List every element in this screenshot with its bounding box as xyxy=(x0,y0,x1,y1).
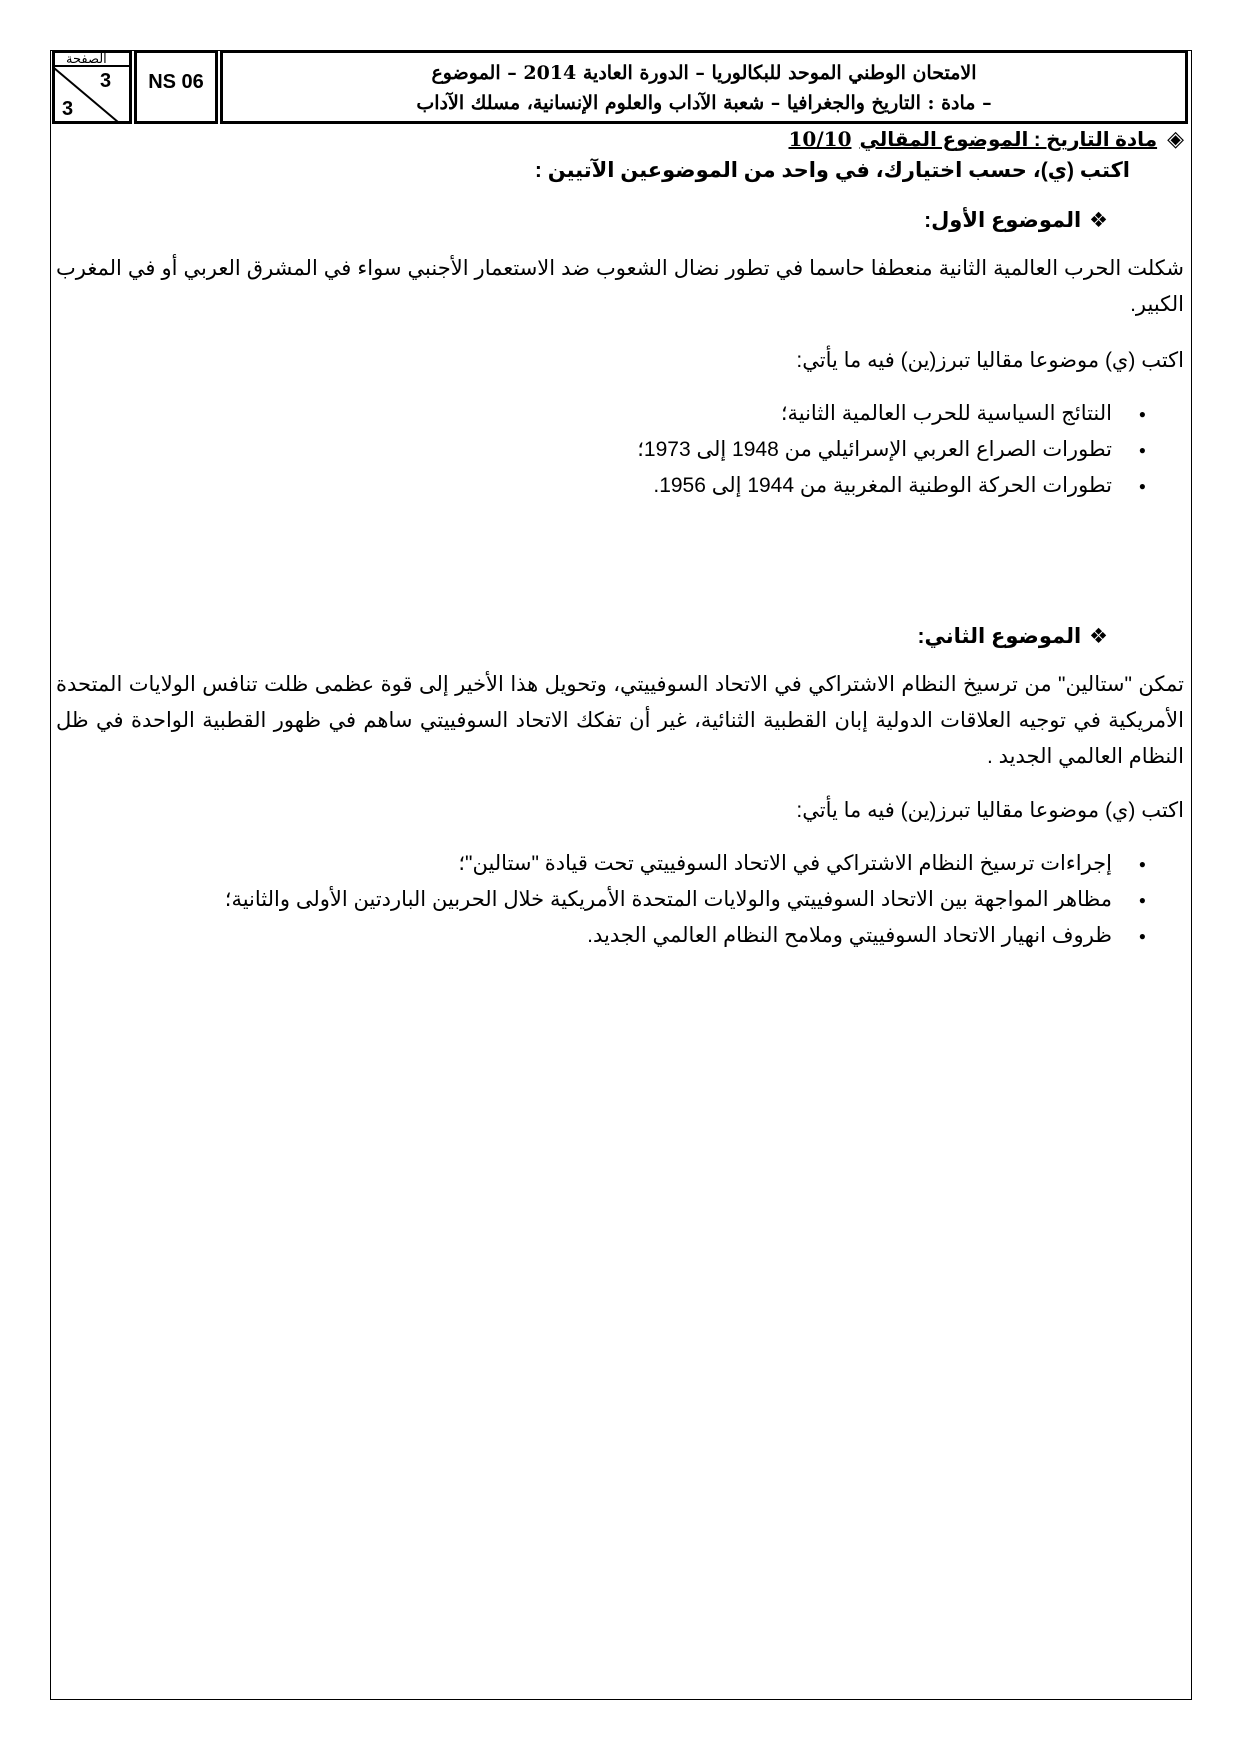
page-number-box xyxy=(52,50,132,124)
star-bullet-icon: ❖ xyxy=(1089,625,1108,648)
topic-1-title xyxy=(924,208,1108,233)
instruction: اكتب (ي)، حسب اختيارك، في واحد من الموضوعين الآتيين : xyxy=(534,159,1130,182)
section-title xyxy=(789,126,1184,152)
topic-1-points xyxy=(637,396,1184,504)
page-current: 3 xyxy=(100,70,112,92)
topic-2-write-prompt: اكتب (ي) موضوعا مقاليا تبرز(ين) فيه ما يأتي: xyxy=(796,799,1184,822)
page-label: الصفحة xyxy=(66,51,107,66)
topic-2-points xyxy=(225,846,1184,954)
exam-title-box xyxy=(220,50,1188,124)
topic-1-write-prompt: اكتب (ي) موضوعا مقاليا تبرز(ين) فيه ما يأتي: xyxy=(796,349,1184,372)
section-title-text: مادة التاريخ : الموضوع المقالي xyxy=(859,129,1158,151)
exam-title-line2: – مادة : التاريخ والجغرافيا – شعبة الآداب والعلوم الإنسانية، مسلك الآداب xyxy=(416,92,992,114)
list-item: ● النتائج السياسية للحرب العالمية الثانية؛ xyxy=(637,396,1112,432)
list-item: ● تطورات الحركة الوطنية المغربية من 1944 إلى 1956. xyxy=(637,468,1112,504)
list-item: ● تطورات الصراع العربي الإسرائيلي من 1948 إلى 1973؛ xyxy=(637,432,1112,468)
topic-2-paragraph: تمكن "ستالين" من ترسيخ النظام الاشتراكي في الاتحاد السوفييتي، وتحويل هذا الأخير إلى قوة عظمى ظلت تنافس الولايات المتحدة الأمريكية في توجيه العلاقات الدولية إبان القطبية الثنائية، غير أن تفكك الاتحاد السوفييتي ساهم في ظهور القطبية الواحدة في ظل النظام العالمي الجديد . xyxy=(56,673,1184,768)
star-bullet-icon: ❖ xyxy=(1089,209,1108,232)
exam-header xyxy=(52,50,1190,124)
topic-2-title xyxy=(918,624,1108,649)
topic-2-title-text: الموضوع الثاني: xyxy=(917,625,1082,648)
list-item: ● ظروف انهيار الاتحاد السوفييتي وملامح النظام العالمي الجديد. xyxy=(225,918,1112,954)
topic-1-paragraph: شكلت الحرب العالمية الثانية منعطفا حاسما في تطور نضال الشعوب ضد الاستعمار الأجنبي سواء في المشرق العربي أو في المغرب الكبير. xyxy=(56,257,1184,316)
section-score: 10/10 xyxy=(788,127,852,151)
exam-code: NS 06 xyxy=(134,50,218,124)
list-item: ● مظاهر المواجهة بين الاتحاد السوفييتي والولايات المتحدة الأمريكية خلال الحربين الباردتين الأولى والثانية؛ xyxy=(225,882,1112,918)
topic-1-title-text: الموضوع الأول: xyxy=(924,209,1082,232)
diamond-bullet-icon: ◈ xyxy=(1167,126,1184,151)
exam-title-line1: الامتحان الوطني الموحد للبكالوريا – الدورة العادية 2014 – الموضوع xyxy=(431,62,977,84)
page-total: 3 xyxy=(62,98,74,120)
list-item: ● إجراءات ترسيخ النظام الاشتراكي في الاتحاد السوفييتي تحت قيادة "ستالين"؛ xyxy=(225,846,1112,882)
